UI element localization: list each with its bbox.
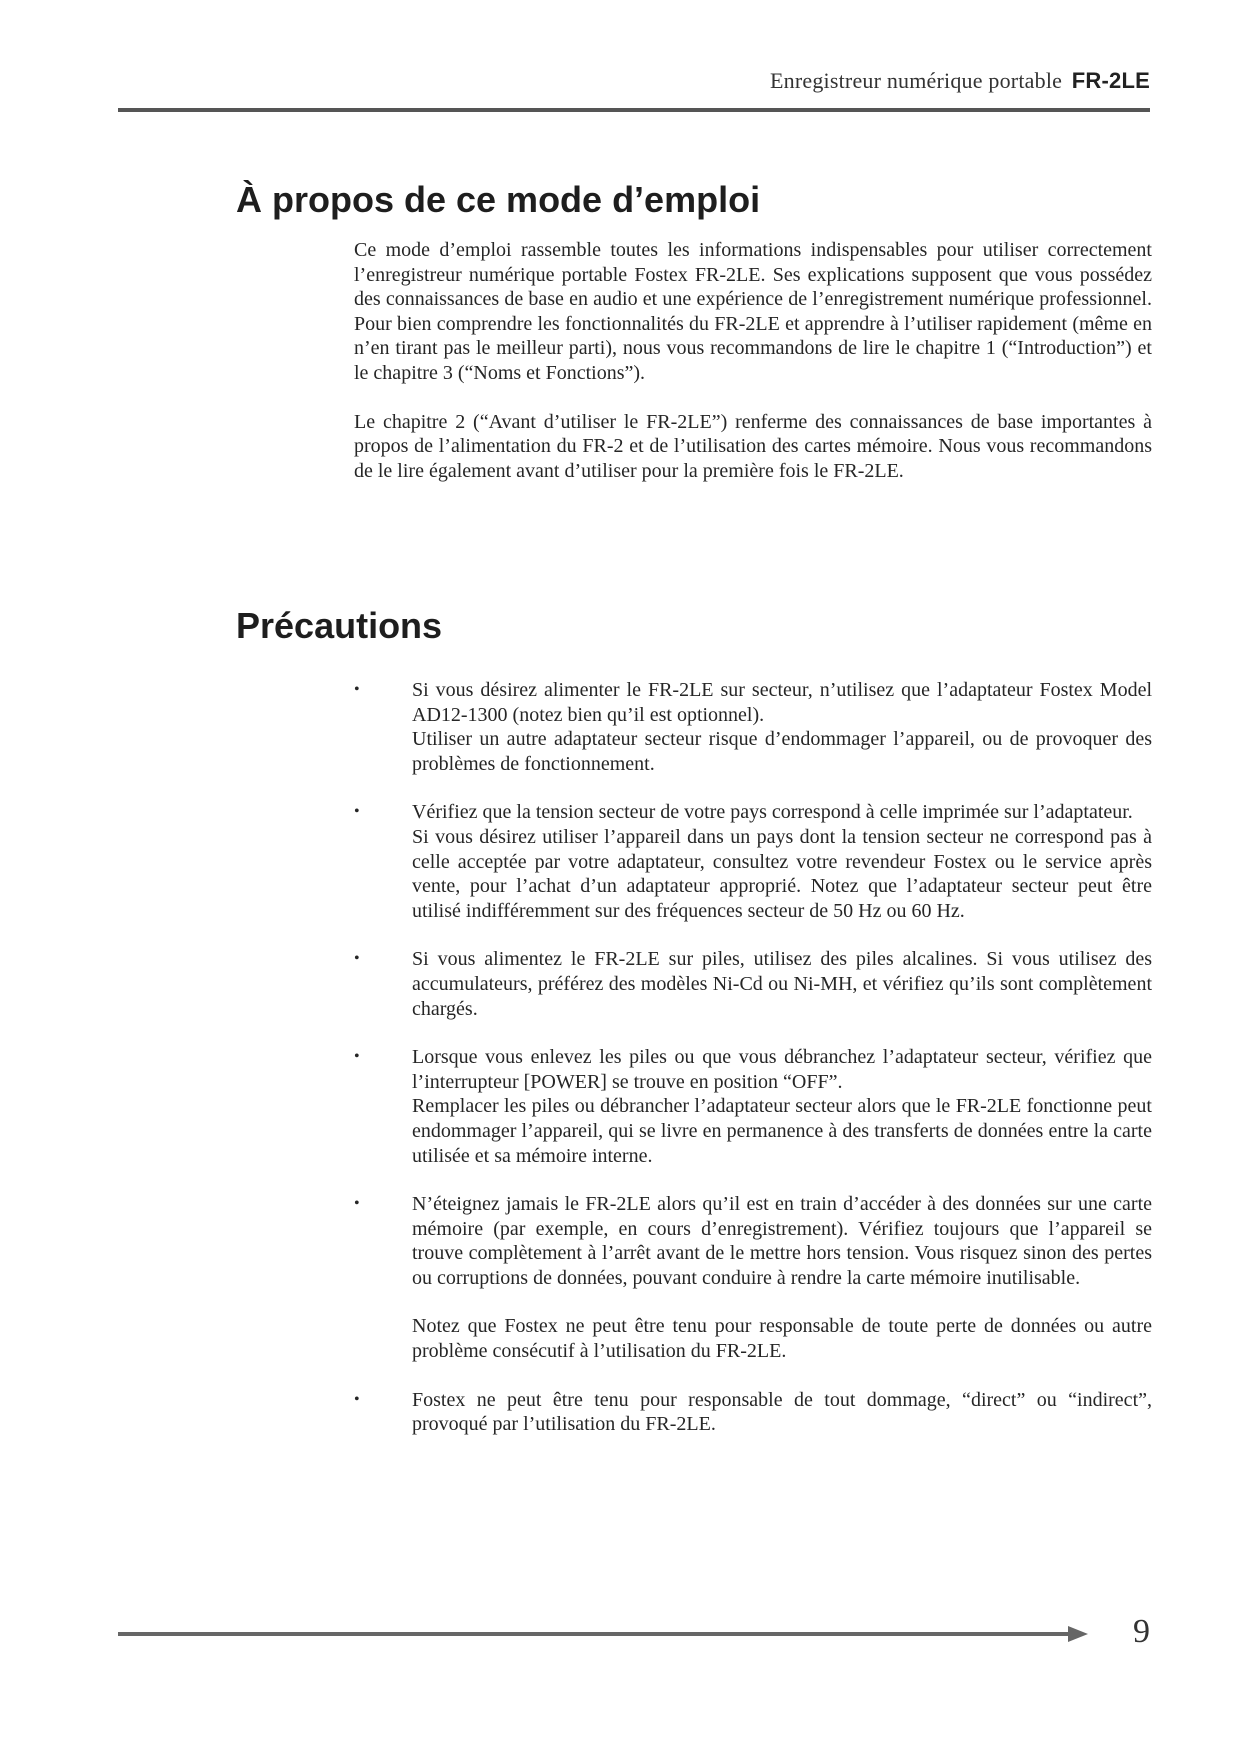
- precaution-item: [354, 678, 1152, 776]
- running-header: [118, 66, 1150, 96]
- precaution-text: Si vous désirez alimenter le FR-2LE sur secteur, n’utilisez que l’adaptateur Fostex Model AD12-1300 (notez bien qu’il est optionnel).: [412, 679, 1152, 726]
- bullet-icon: •: [354, 1390, 360, 1408]
- about-heading: À propos de ce mode d’emploi: [236, 179, 761, 220]
- precaution-text: Lorsque vous enlevez les piles ou que vous débranchez l’adaptateur secteur, vérifiez que l’interrupteur [POWER] se trouve en position “OFF”.: [412, 1046, 1152, 1093]
- precaution-item: [354, 800, 1152, 923]
- precaution-text: Vérifiez que la tension secteur de votre pays correspond à celle imprimée sur l’adaptateur.: [412, 801, 1133, 824]
- precaution-text: Fostex ne peut être tenu pour responsable de tout dommage, “direct” ou “indirect”, provoqué par l’utilisation du FR-2LE.: [412, 1388, 1152, 1436]
- about-paragraph-2: Le chapitre 2 (“Avant d’utiliser le FR-2LE”) renferme des connaissances de base importantes à propos de l’alimentation du FR-2 et de l’utilisation des cartes mémoire. Nous vous recommandons de le lire également avant d’utiliser pour la première fois le FR-2LE.: [354, 410, 1152, 482]
- precautions-list: [354, 678, 1152, 1461]
- precaution-text: Si vous désirez utiliser l’appareil dans un pays dont la tension secteur ne correspond pas à celle acceptée par votre adaptateur, consultez votre revendeur Fostex ou le service après vente, pour l’achat d’un adaptateur approprié. Notez que l’adaptateur secteur peut être utilisé indifféremment sur des fréquences secteur de 50 Hz ou 60 Hz.: [412, 825, 1152, 922]
- precaution-item: [354, 1192, 1152, 1364]
- precaution-text: N’éteignez jamais le FR-2LE alors qu’il est en train d’accéder à des données sur une carte mémoire (par exemple, en cours d’enregistrement). Vérifiez toujours que l’appareil se trouve complètement à l’arrêt avant de le mettre hors tension. Vous risquez sinon des pertes ou corruptions de données, pouvant conduire à rendre la carte mémoire inutilisable.: [412, 1193, 1152, 1289]
- precaution-note: Notez que Fostex ne peut être tenu pour responsable de toute perte de données ou autre problème consécutif à l’utilisation du FR-2LE.: [412, 1315, 1152, 1363]
- precautions-heading: Précautions: [236, 605, 443, 646]
- about-paragraph-1: Ce mode d’emploi rassemble toutes les informations indispensables pour utiliser correctement l’enregistreur numérique portable Fostex FR-2LE. Ses explications supposent que vous possédez des connaissances de base en audio et une expérience de l’enregistrement numérique professionnel. Pour bien comprendre les fonctionnalités du FR-2LE et apprendre à l’utiliser rapidement (même en n’en tirant pas le meilleur parti), nous vous recommandons de lire le chapitre 1 (“Introduction”) et le chapitre 3 (“Noms et Fonctions”).: [354, 239, 1152, 384]
- precaution-item: [354, 1045, 1152, 1168]
- precaution-item: [354, 1388, 1152, 1437]
- precaution-text: Remplacer les piles ou débrancher l’adaptateur secteur alors que le FR-2LE fonctionne peut endommager l’appareil, qui se livre en permanence à des transferts de données entre la carte utilisée et sa mémoire interne.: [412, 1095, 1152, 1167]
- bullet-icon: •: [354, 1195, 360, 1213]
- bullet-icon: •: [354, 681, 360, 698]
- about-body: [354, 238, 1152, 483]
- bullet-icon: •: [354, 1048, 360, 1066]
- footer-arrow-icon: [118, 1625, 1088, 1643]
- header-model: FR-2LE: [1071, 68, 1150, 93]
- header-title: Enregistreur numérique portable: [770, 68, 1063, 93]
- bullet-icon: •: [354, 950, 360, 968]
- header-rule: [118, 108, 1150, 112]
- precaution-text: Utiliser un autre adaptateur secteur risque d’endommager l’appareil, ou de provoquer des problèmes de fonctionnement.: [412, 728, 1152, 775]
- page-number: 9: [1133, 1613, 1150, 1650]
- precaution-text: Si vous alimentez le FR-2LE sur piles, utilisez des piles alcalines. Si vous utilisez des accumulateurs, préférez des modèles Ni-Cd ou Ni-MH, et vérifiez qu’ils sont complètement chargés.: [412, 948, 1152, 1020]
- precaution-item: [354, 947, 1152, 1021]
- bullet-icon: •: [354, 803, 360, 821]
